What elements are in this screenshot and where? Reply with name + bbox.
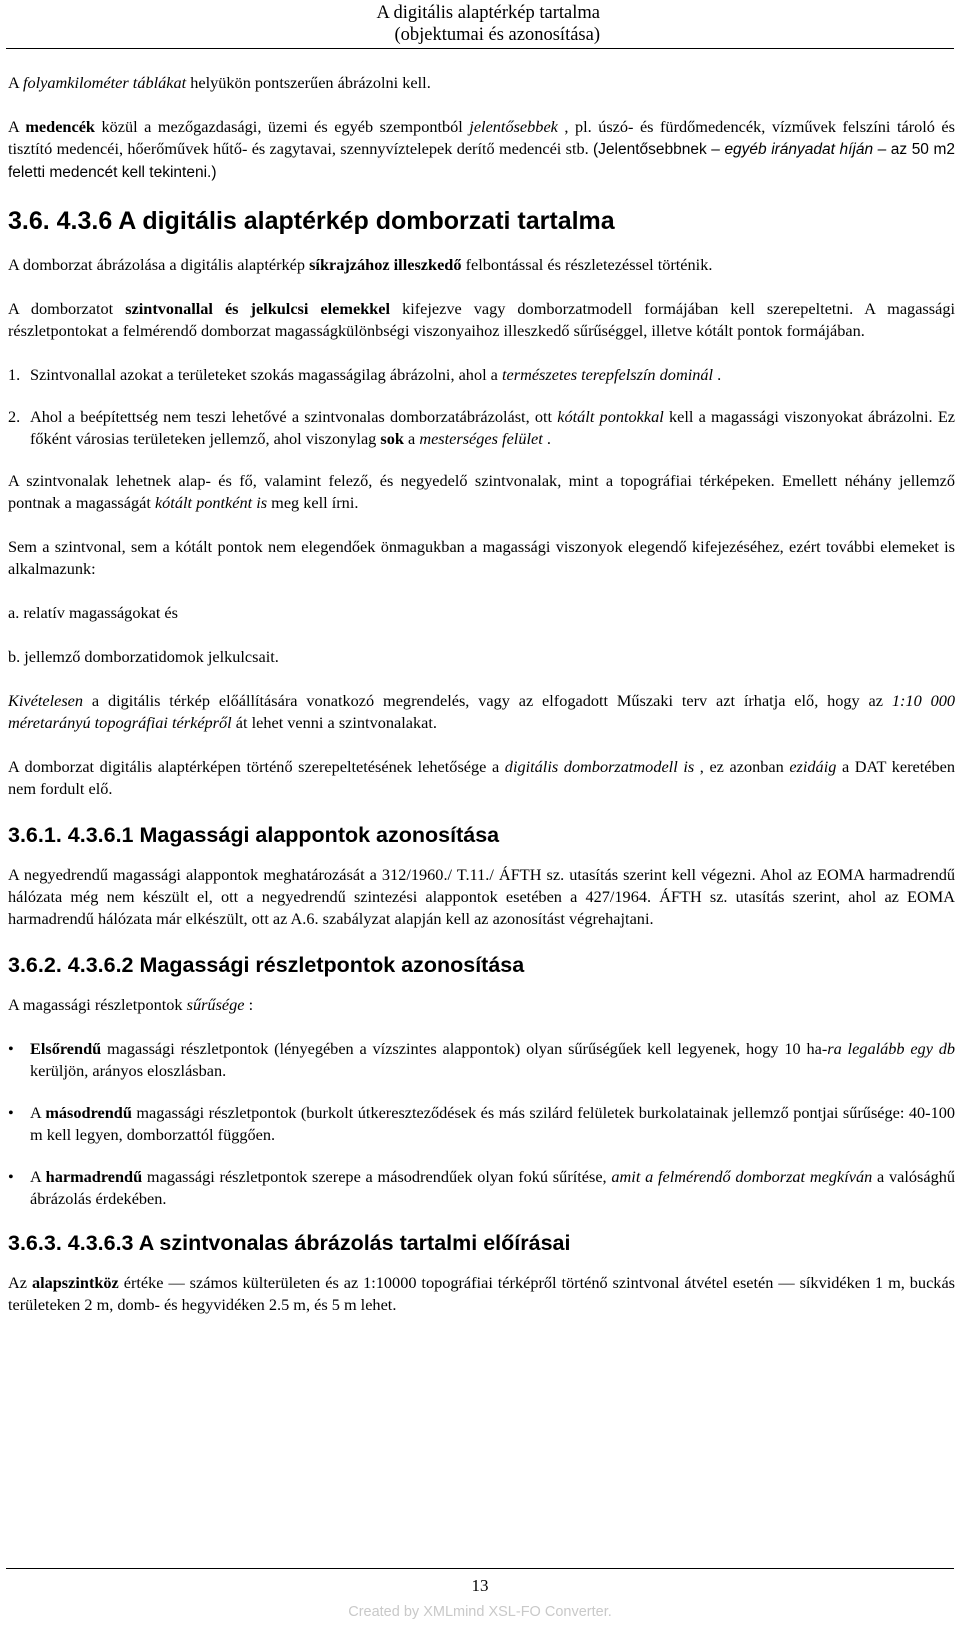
emphasis: Kivételesen [8, 691, 84, 710]
bullet-marker: • [8, 1039, 14, 1058]
credit-suffix: . [607, 1604, 612, 1620]
text: Ahol a beépítettség nem teszi lehetővé a szintvonalas domborzatábrázolást, ott [30, 407, 558, 426]
bullet-item [8, 1102, 955, 1146]
list-item-body [30, 364, 955, 386]
text: A szintvonalak lehetnek alap- és fő, valamint felező, és negyedelő szintvonalak, mint a topográfiai térképeken. Emellett néhány jellemző pontnak a magasságát [8, 471, 955, 512]
emphasis: kótált pontként is [154, 493, 268, 512]
strong: másodrendű [45, 1103, 132, 1122]
converter-credit [0, 1603, 960, 1621]
header-title-line1: A digitális alaptérkép tartalma [376, 3, 600, 23]
header-title [6, 2, 954, 46]
running-header [6, 2, 954, 46]
text: A [30, 1103, 46, 1122]
emphasis: ezidáig [789, 757, 837, 776]
text: , ez azonban [694, 757, 790, 776]
strong: szintvonallal és jelkulcsi elemekkel [125, 299, 391, 318]
header-title-line2: (objektumai és azonosítása) [394, 25, 600, 45]
text: át lehet venni a szintvonalakat. [231, 713, 437, 732]
strong: Elsőrendű [30, 1039, 102, 1058]
emphasis: amit a felmérendő domborzat megkíván [611, 1167, 873, 1186]
paragraph-domborzatidomok: b. jellemző domborzatidomok jelkulcsait. [8, 647, 279, 666]
text: 10 ha [784, 1039, 822, 1058]
paragraph-domborzatmodell [8, 756, 955, 800]
text: (Jelentősebbnek – [593, 141, 725, 158]
text: magassági részletpontok (burkolt útkereszteződések és más szilárd felületek burkolatainak jellemző pontjai sűrűsége: [131, 1103, 909, 1122]
text: : [244, 995, 254, 1014]
bullet-item-body [30, 1038, 955, 1082]
paragraph-medencek [8, 116, 955, 184]
strong: medencék [25, 117, 95, 136]
bullet-item-body [30, 1102, 955, 1146]
text: A domborzatot [8, 299, 126, 318]
text: , pl. úszó- és fürdőmedencék, vízművek felszíni tároló és tisztító medencéi, hőerőművek hűtő- és zagytavai, szennyvíztelepek derítő medencéi stb. [8, 117, 955, 158]
text: A magassági részletpontok [8, 995, 187, 1014]
emphasis: természetes terepfelszín [501, 365, 656, 384]
text: a DAT keretében nem fordult elő. [8, 757, 955, 798]
text: kell a magassági viszonyokat ábrázolni. Ez főként városias területeken jellemző, ahol viszonylag [30, 407, 955, 448]
list-item [8, 364, 955, 386]
text: kell legyen, domborzattól függően. [42, 1125, 276, 1144]
text: azokat a területeket szokás magasságilag ábrázolni, ahol a [115, 365, 502, 384]
emphasis: mesterséges felület [419, 429, 543, 448]
paragraph-relativ-magassagok: a. relatív magasságokat és [8, 603, 178, 622]
emphasis: dominál [659, 365, 714, 384]
text: A domborzat digitális alaptérképen történő szerepeltetésének lehetősége a [8, 757, 505, 776]
page-number: 13 [471, 1576, 489, 1595]
strong: harmadrendű [45, 1167, 143, 1186]
section-heading-3-6-3: 3.6.3. 4.3.6.3 A szintvonalas ábrázolás tartalmi előírásai [8, 1231, 571, 1255]
paragraph-domborzat-abrazolasa [8, 254, 955, 276]
emphasis: digitális domborzatmodell is [504, 757, 695, 776]
emphasis: sűrűsége [186, 995, 245, 1014]
strong: síkrajzához illeszkedő [309, 255, 462, 274]
emphasis: jelentősebbek [469, 117, 558, 136]
text: közül a mezőgazdasági, üzemi és egyéb szempontból [95, 117, 470, 136]
text: Az [8, 1273, 32, 1292]
footer-rule [6, 1568, 954, 1569]
paragraph-domborzatot [8, 298, 955, 342]
emphasis: 1:10 000 méretarányú topográfiai térképről [8, 691, 955, 732]
text: helyükön pontszerűen ábrázolni kell. [186, 73, 431, 92]
text: A [8, 73, 23, 92]
text: a valósághű ábrázolás érdekében. [30, 1167, 956, 1208]
emphasis: folyamkilométer táblákat [22, 73, 187, 92]
emphasis: egyéb irányadat híján [724, 141, 874, 158]
section-heading-3-6-2: 3.6.2. 4.3.6.2 Magassági részletpontok azonosítása [8, 953, 525, 977]
credit-prefix: Created by [348, 1604, 424, 1620]
text: magassági részletpontok szerepe a másodrendűek olyan fokú sűrítése, [142, 1167, 612, 1186]
page-content [8, 72, 955, 1338]
bullet-marker: • [8, 1167, 14, 1186]
list-item-body [30, 406, 955, 450]
header-rule [6, 48, 954, 49]
text: 40-100 m [30, 1103, 955, 1144]
credit-link[interactable]: XMLmind XSL-FO Converter [423, 1604, 608, 1620]
text: kifejezve vagy domborzatmodell formájában kell szerepeltetni. A magassági részletpontokat a felmérendő domborzat magasságkülönbségi viszonyaihoz illeszkedő sűrűséggel, illetve kótált pontok formájában. [8, 299, 955, 340]
bullet-item [8, 1166, 955, 1210]
paragraph-alapszintkoz [8, 1272, 955, 1316]
paragraph-szintvonalak [8, 470, 955, 514]
text: – az 50 m2 feletti medencét kell tekinteni.) [8, 141, 955, 181]
section-heading-3-6-1: 3.6.1. 4.3.6.1 Magassági alappontok azonosítása [8, 823, 500, 847]
list-marker: 1. [8, 365, 21, 384]
bullet-item [8, 1038, 955, 1082]
text: magassági részletpontok (lényegében a vízszintes alappontok) olyan sűrűségűek kell legyenek, hogy [101, 1039, 785, 1058]
text: kerüljön, arányos eloszlásban. [30, 1061, 227, 1080]
paragraph-alappontok: A negyedrendű magassági alappontok meghatározását a 312/1960./ T.11./ ÁFTH sz. utasítás szerint kell végezni. Ahol az EOMA harmadrendű hálózata még nem készült el, ott a negyedrendű szintezési alappontok esetében a 427/1964. ÁFTH sz. utasítás szerint, ahol az EOMA harmadrendű hálózata már elkészült, ott az A.6. szabályzat alapján kell az azonosítást végrehajtani. [8, 865, 955, 928]
text: Szintvonallal [30, 365, 116, 384]
paragraph-kivetelesen [8, 690, 955, 734]
paragraph-sem-a-szintvonal: Sem a szintvonal, sem a kótált pontok nem elegendőek önmagukban a magassági viszonyok elegendő kifejezéséhez, ezért további elemeket is alkalmazunk: [8, 537, 955, 578]
text: . [542, 429, 551, 448]
section-heading-3-6: 3.6. 4.3.6 A digitális alaptérkép domborzati tartalma [8, 207, 615, 235]
list-marker: 2. [8, 407, 21, 426]
text: a digitális térkép előállítására vonatkozó megrendelés, vagy az elfogadott Műszaki terv azt írhatja elő, hogy az [83, 691, 892, 710]
text: meg kell írni. [267, 493, 359, 512]
text: . [713, 365, 722, 384]
text: A [30, 1167, 46, 1186]
text: A domborzat ábrázolása a digitális alaptérkép [8, 255, 310, 274]
list-item [8, 406, 955, 450]
strong: alapszintköz [31, 1273, 119, 1292]
page-footer [6, 1568, 954, 1597]
emphasis: -ra legalább egy db [821, 1039, 956, 1058]
strong: sok [380, 429, 404, 448]
bullet-item-body [30, 1166, 955, 1210]
emphasis: kótált pontokkal [557, 407, 664, 426]
text: a [403, 429, 420, 448]
text: értéke — számos külterületen és az 1:10000 topográfiai térképről történő szintvonal átvétel esetén — síkvidéken 1 m, buckás területeken 2 m, domb- és hegyvidéken 2.5 m, és 5 m lehet. [8, 1273, 956, 1314]
paragraph-folyamkilometer [8, 72, 955, 94]
text: felbontással és részletezéssel történik. [461, 255, 713, 274]
bullet-marker: • [8, 1103, 14, 1122]
text: A [8, 117, 26, 136]
paragraph-surusege [8, 994, 955, 1016]
